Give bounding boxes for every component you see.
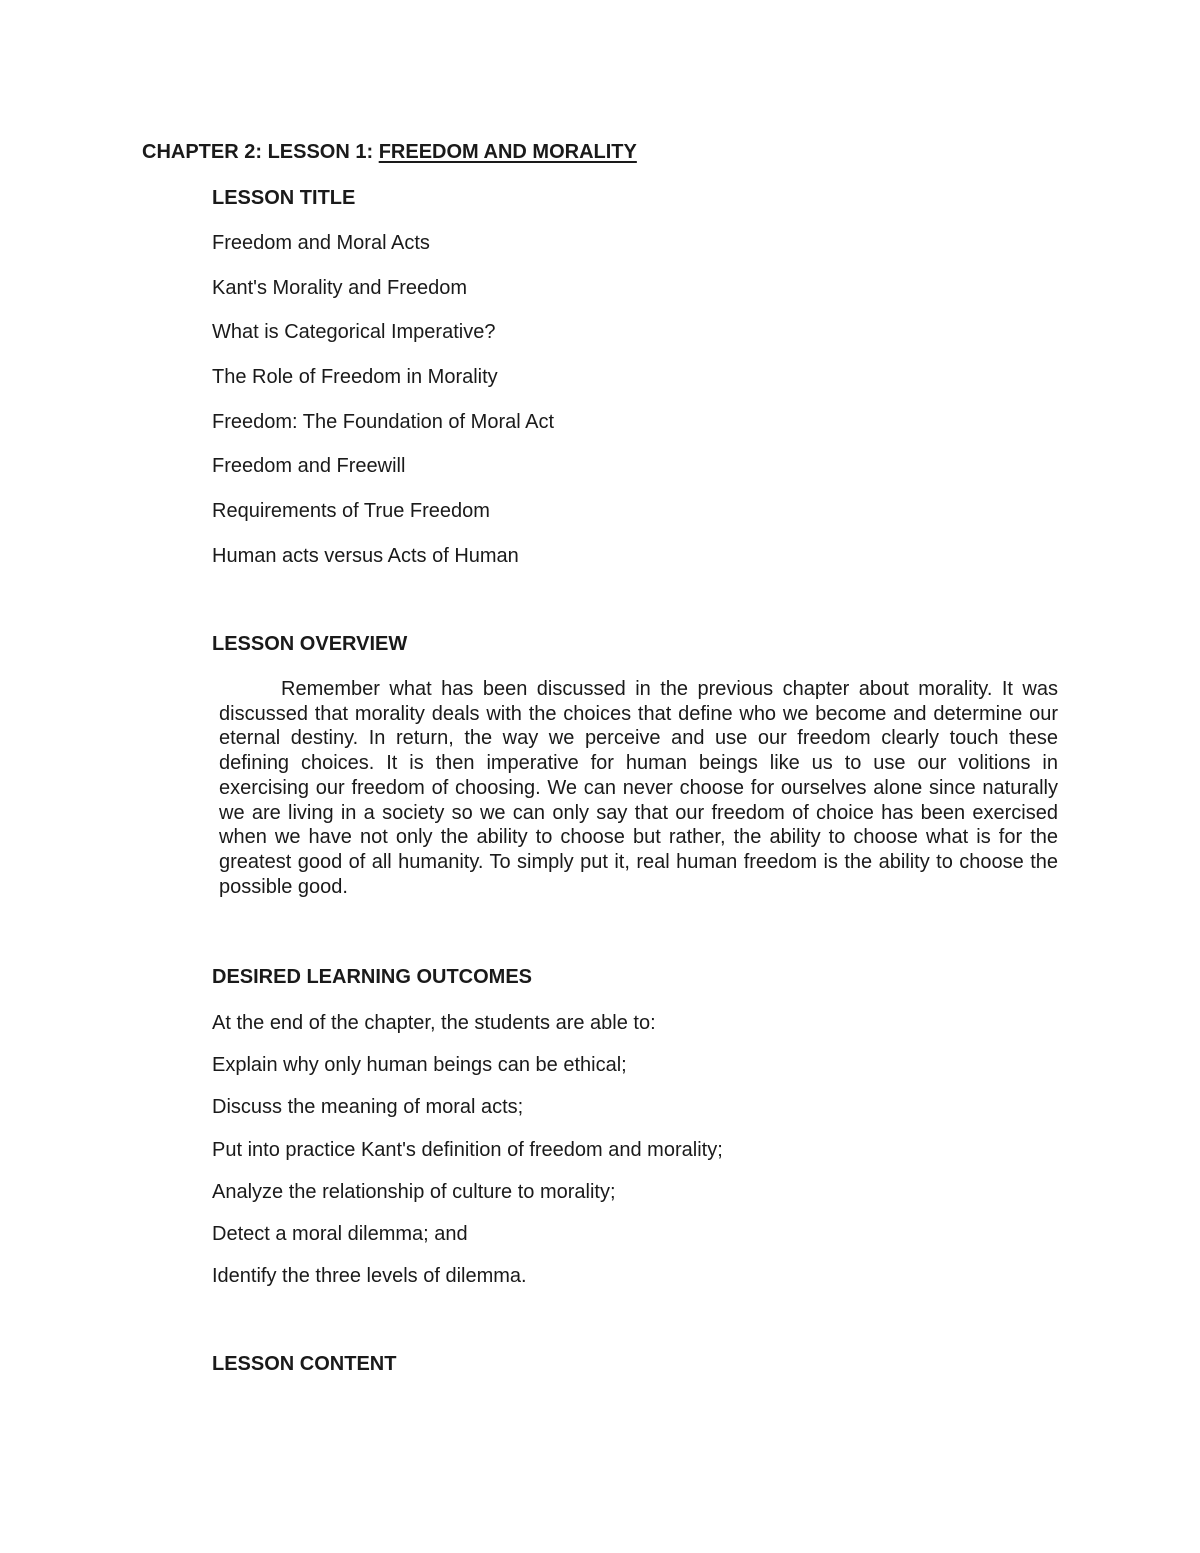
lesson-title-item: Freedom and Freewill <box>212 455 406 478</box>
chapter-prefix: CHAPTER 2: LESSON 1: <box>142 141 379 163</box>
learning-outcome-item: Analyze the relationship of culture to morality; <box>212 1180 616 1203</box>
learning-outcome-item: At the end of the chapter, the students are able to: <box>212 1012 656 1034</box>
learning-outcomes-list <box>212 1011 723 1306</box>
lesson-title-item: What is Categorical Imperative? <box>212 321 496 344</box>
lesson-content-heading: LESSON CONTENT <box>212 1353 397 1375</box>
learning-outcome-item: Identify the three levels of dilemma. <box>212 1265 527 1288</box>
chapter-name: FREEDOM AND MORALITY <box>378 141 637 163</box>
lesson-title-item: Freedom: The Foundation of Moral Act <box>212 410 555 433</box>
learning-outcomes-heading: DESIRED LEARNING OUTCOMES <box>212 966 533 988</box>
lesson-overview-heading: LESSON OVERVIEW <box>212 633 408 655</box>
lesson-overview-paragraph: Remember what has been discussed in the previous chapter about morality. It was discussed that morality deals with the choices that define who we become and determine our eternal destiny. In return, the way we perceive and use our freedom clearly touch these defining choices. It is then imperative for human beings like us to use our volitions in exercising our freedom of choosing. We can never choose for ourselves alone since naturally we are living in a society so we can only say that our freedom of choice has been exercised when we have not only the ability to choose but rather, the ability to choose what is for the greatest good of all humanity. To simply put it, real human freedom is the ability to choose the possible good. <box>219 678 1058 898</box>
learning-outcome-item: Explain why only human beings can be ethical; <box>212 1054 627 1077</box>
lesson-title-list <box>212 231 554 589</box>
lesson-title-item: Kant's Morality and Freedom <box>212 276 468 299</box>
lesson-title-item: Requirements of True Freedom <box>212 500 490 523</box>
chapter-title <box>142 141 637 164</box>
lesson-title-item: The Role of Freedom in Morality <box>212 366 498 389</box>
learning-outcome-item: Discuss the meaning of moral acts; <box>212 1096 524 1119</box>
lesson-title-item: Freedom and Moral Acts <box>212 232 430 254</box>
lesson-title-heading: LESSON TITLE <box>212 187 356 209</box>
learning-outcome-item: Put into practice Kant's definition of freedom and morality; <box>212 1138 723 1161</box>
lesson-title-item: Human acts versus Acts of Human <box>212 544 519 567</box>
learning-outcome-item: Detect a moral dilemma; and <box>212 1222 468 1245</box>
